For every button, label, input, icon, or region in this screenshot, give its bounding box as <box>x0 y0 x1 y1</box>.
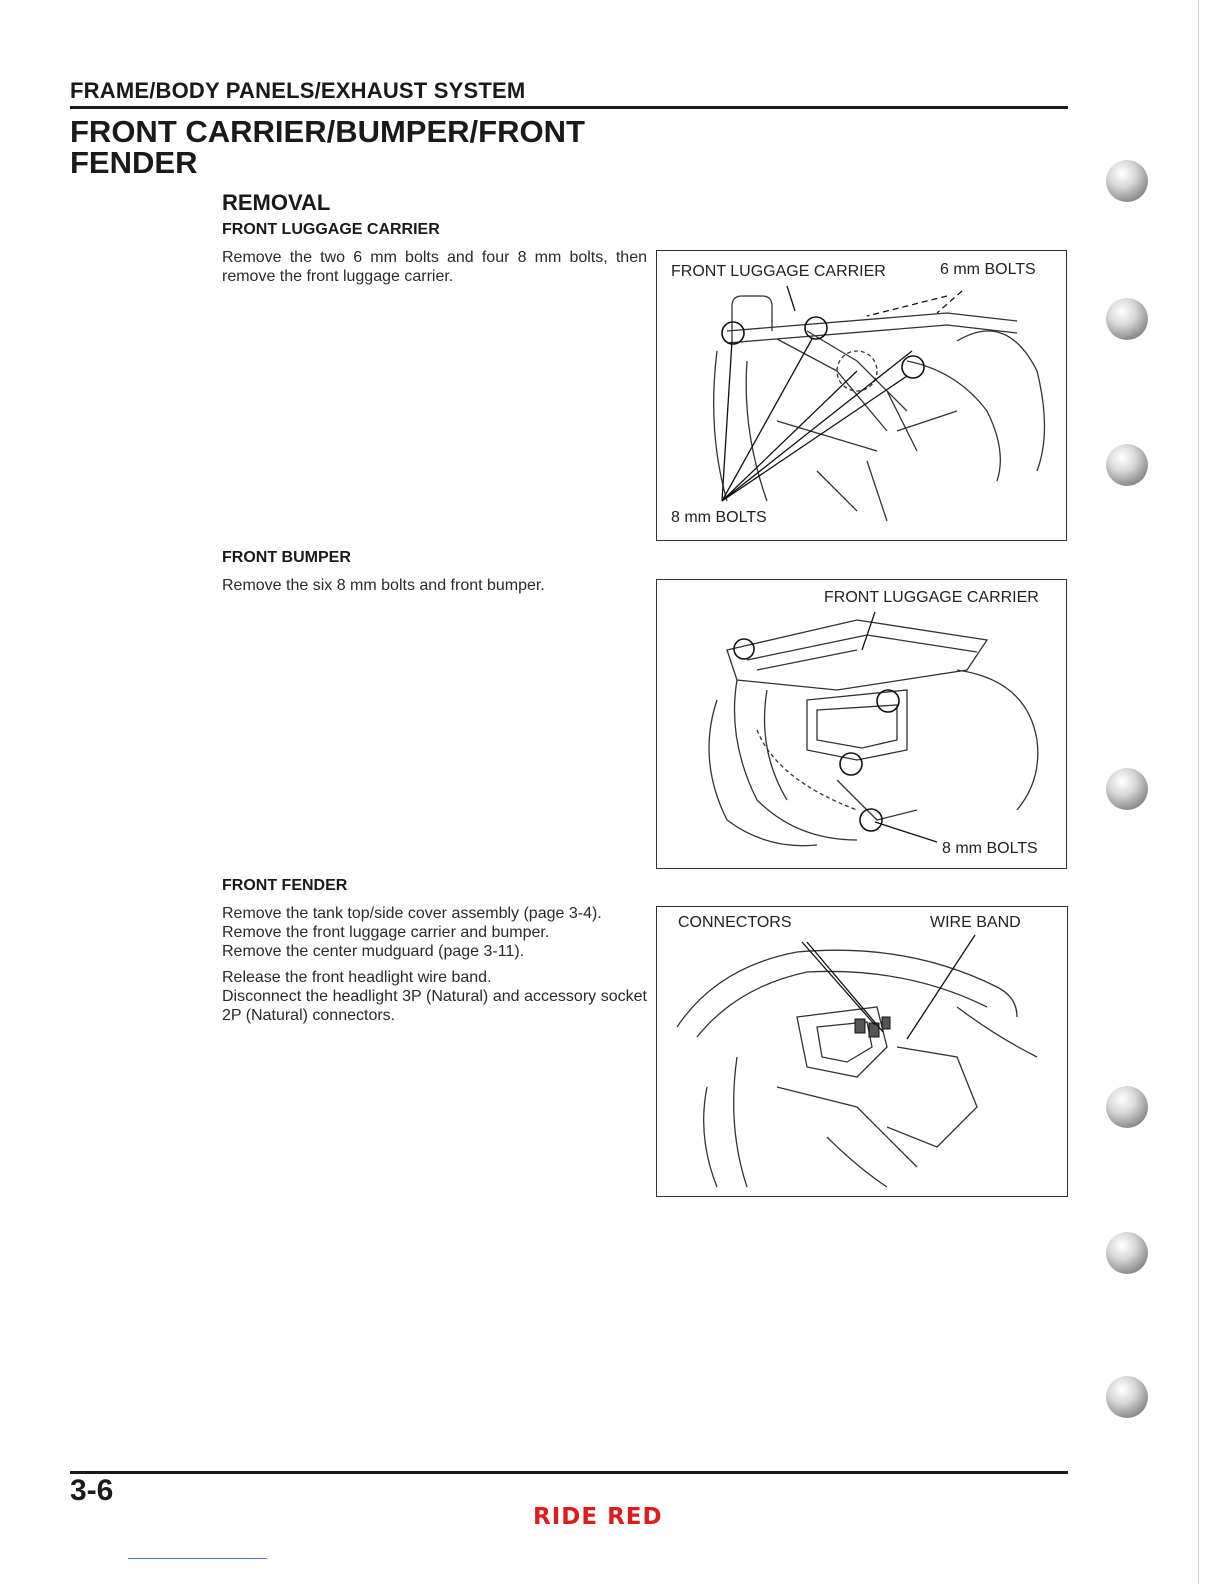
binder-hole-icon <box>1106 1086 1148 1128</box>
page-title <box>70 116 690 178</box>
fender-step: Remove the tank top/side cover assembly (page 3-4). <box>222 905 602 922</box>
figure-label-8mm-bolts: 8 mm BOLTS <box>671 509 767 526</box>
section-header: FRAME/BODY PANELS/EXHAUST SYSTEM <box>70 78 526 103</box>
fender-step: Release the front headlight wire band. <box>222 969 492 986</box>
luggage-carrier-illustration <box>657 251 1066 540</box>
binder-hole-icon <box>1106 1232 1148 1274</box>
binder-hole-icon <box>1106 298 1148 340</box>
fender-heading: FRONT FENDER <box>222 877 348 894</box>
fender-figure <box>656 906 1068 1197</box>
binder-hole-icon <box>1106 444 1148 486</box>
footer-rule <box>70 1471 1068 1474</box>
fender-illustration <box>657 907 1067 1196</box>
luggage-carrier-figure <box>656 250 1067 541</box>
removal-heading: REMOVAL <box>222 190 331 215</box>
binder-hole-icon <box>1106 160 1148 202</box>
figure-label-8mm-bolts: 8 mm BOLTS <box>942 840 1038 857</box>
figure-label-carrier: FRONT LUGGAGE CARRIER <box>824 589 1039 606</box>
fender-step: Disconnect the headlight 3P (Natural) and accessory socket 2P (Natural) connectors. <box>222 988 647 1024</box>
binder-hole-icon <box>1106 1376 1148 1418</box>
luggage-carrier-text: Remove the two 6 mm bolts and four 8 mm bolts, then remove the front luggage carrier. <box>222 249 647 285</box>
fender-step: Remove the front luggage carrier and bumper. <box>222 924 550 941</box>
page-title-line1: FRONT CARRIER/BUMPER/FRONT <box>70 114 585 149</box>
fender-step: Remove the center mudguard (page 3-11). <box>222 943 525 960</box>
page-number: 3-6 <box>70 1474 114 1507</box>
bumper-figure <box>656 579 1067 869</box>
page-title-line2: FENDER <box>70 145 198 180</box>
bumper-heading: FRONT BUMPER <box>222 549 351 566</box>
bumper-text: Remove the six 8 mm bolts and front bumper. <box>222 577 545 594</box>
footnote-line <box>128 1558 267 1559</box>
binder-hole-icon <box>1106 768 1148 810</box>
figure-label-6mm-bolts: 6 mm BOLTS <box>940 261 1036 278</box>
brand-logo: RIDE RED <box>533 1504 663 1530</box>
bumper-illustration <box>657 580 1066 868</box>
page-edge <box>1198 0 1199 1584</box>
figure-label-carrier: FRONT LUGGAGE CARRIER <box>671 263 886 280</box>
fender-text <box>222 904 647 1025</box>
figure-label-wire-band: WIRE BAND <box>930 914 1021 931</box>
luggage-carrier-heading: FRONT LUGGAGE CARRIER <box>222 221 440 238</box>
figure-label-connectors: CONNECTORS <box>678 914 792 931</box>
header-rule <box>70 106 1068 109</box>
